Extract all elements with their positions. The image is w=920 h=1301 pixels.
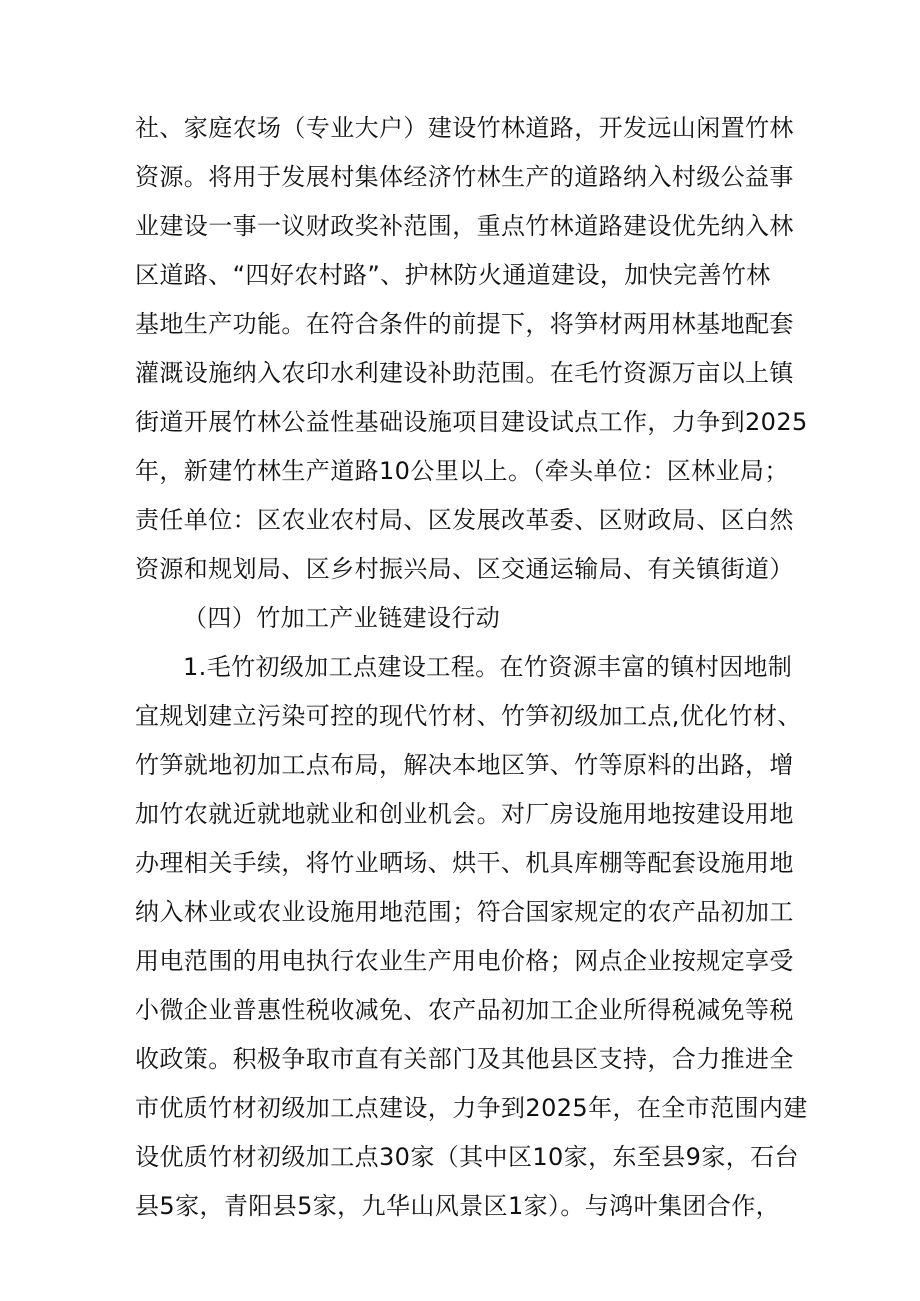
paragraph-2-line-6: 纳入林业或农业设施用地范围；符合国家规定的农产品初加工 [135, 898, 794, 926]
paragraph-1-line-3: 业建设一事一议财政奖补范围，重点竹林道路建设优先纳入林 [135, 212, 794, 240]
paragraph-2-line-12: 县5家，青阳县5家，九华山风景区1家）。与鸿叶集团合作， [135, 1192, 781, 1220]
paragraph-2-line-2: 宜规划建立污染可控的现代竹材、竹笋初级加工点,优化竹材、 [135, 702, 802, 730]
paragraph-1-line-5: 基地生产功能。在符合条件的前提下，将笋材两用林基地配套 [135, 310, 794, 338]
paragraph-2-line-7: 用电范围的用电执行农业生产用电价格；网点企业按规定享受 [135, 947, 794, 975]
paragraph-1-line-7: 街道开展竹林公益性基础设施项目建设试点工作，力争到2025 [135, 408, 808, 436]
paragraph-1-line-2: 资源。将用于发展村集体经济竹林生产的道路纳入村级公益事 [135, 163, 794, 191]
paragraph-2-line-5: 办理相关手续，将竹业晒场、烘干、机具库棚等配套设施用地 [135, 849, 794, 877]
paragraph-2-line-10: 市优质竹材初级加工点建设，力争到2025年，在全市范围内建 [135, 1094, 808, 1122]
paragraph-1-line-8: 年，新建竹林生产道路10公里以上。（牵头单位：区林业局； [135, 457, 789, 485]
paragraph-1-line-9: 责任单位：区农业农村局、区发展改革委、区财政局、区白然 [135, 506, 794, 534]
paragraph-1-line-6: 灌溉设施纳入农印水利建设补助范围。在毛竹资源万亩以上镇 [135, 359, 794, 387]
paragraph-2-line-8: 小微企业普惠性税收减免、农产品初加工企业所得税减免等税 [135, 996, 794, 1024]
paragraph-1-line-10: 资源和规划局、区乡村振兴局、区交通运输局、有关镇街道） [135, 555, 794, 583]
paragraph-1-line-1: 社、家庭农场（专业大户）建设竹林道路，开发远山闲置竹林 [135, 114, 794, 142]
paragraph-2-line-3: 竹笋就地初加工点布局，解决本地区笋、竹等原料的出路，增 [135, 751, 794, 779]
section-heading: （四）竹加工产业链建设行动 [183, 604, 501, 632]
paragraph-2-line-9: 收政策。积极争取市直有关部门及其他县区支持，合力推进全 [135, 1045, 794, 1073]
paragraph-2-line-11: 设优质竹材初级加工点30家（其中区10家，东至县9家，石台 [135, 1143, 799, 1171]
paragraph-2-line-1: 1.毛竹初级加工点建设工程。在竹资源丰富的镇村因地制 [183, 653, 793, 681]
paragraph-1-line-4: 区道路、“四好农村路”、护林防火通道建设，加快完善竹林 [135, 261, 771, 289]
paragraph-2-line-4: 加竹农就近就地就业和创业机会。对厂房设施用地按建设用地 [135, 800, 794, 828]
